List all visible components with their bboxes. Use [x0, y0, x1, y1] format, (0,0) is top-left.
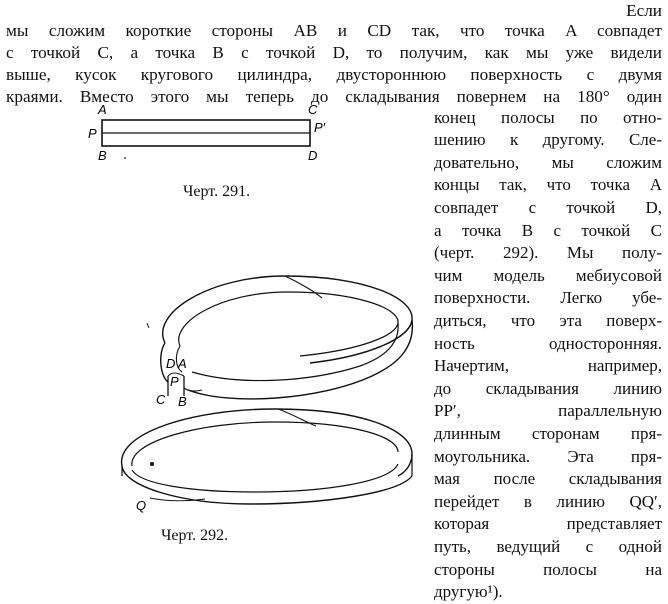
column-line: длинным сторонам пря-: [434, 424, 662, 443]
label-a: A: [98, 102, 107, 117]
column-line: стороны полосы на: [434, 559, 662, 579]
column-line: поверхности. Легко убе-: [434, 288, 662, 308]
column-line: PP′, параллельную: [434, 401, 662, 421]
label-d-292: D: [166, 356, 176, 371]
column-line: шению к другому. Сле-: [434, 130, 662, 150]
band2-inner-bottom: [132, 464, 398, 492]
column-line: чим модель мебиусовой: [434, 265, 662, 285]
band-lower-rim: [188, 320, 412, 399]
caption-291: Черт. 291.: [183, 183, 251, 200]
text-line-3: с точкой C, а точка B с точкой D, то получим, как мы уже видели: [6, 43, 662, 62]
column-line: другую¹).: [434, 582, 503, 602]
text-line-2: мы сложим короткие стороны AB и CD так, что точка A совпадет: [6, 21, 662, 40]
figure-291: [80, 98, 340, 168]
column-line: которая представляет: [434, 514, 662, 534]
label-a-292: A: [178, 356, 187, 371]
caption-292: Черт. 292.: [161, 527, 229, 544]
band2-twist: [278, 409, 316, 426]
column-line: а точка B с точкой C: [434, 220, 662, 240]
band-upper-rim: [163, 276, 412, 363]
column-line: довательно, мы сложим: [434, 152, 662, 172]
text-line-5: краями. Вместо этого мы теперь до складывания повернем на 180° один: [6, 87, 662, 106]
band-twist: [285, 276, 322, 298]
column-line: путь, ведущий с одной: [434, 537, 662, 556]
column-line: перейдет в линию QQ′,: [434, 491, 662, 511]
text-line-4: выше, кусок кругового цилиндра, двустороннюю поверхность с двумя: [6, 65, 662, 84]
mark-dot: [150, 462, 154, 466]
text-line-1: Если: [626, 1, 662, 20]
column-line: Начертим, например,: [434, 356, 662, 376]
column-line: мая после складывания: [434, 469, 662, 489]
band2-inner-top: [132, 422, 398, 466]
column-line: моугольника. Эта пря-: [434, 446, 662, 466]
label-p-292: P: [170, 374, 179, 389]
column-line: диться, что эта поверх-: [434, 311, 662, 330]
label-d: D: [308, 148, 318, 163]
column-line: конец полосы по отно-: [434, 107, 662, 127]
column-line: концы так, что точка A: [434, 175, 662, 195]
column-line: (черт. 292). Мы полу-: [434, 243, 662, 263]
label-p-prime: P′: [314, 120, 326, 135]
column-line: совпадет с точкой D,: [434, 198, 662, 217]
band-inner-rim: [179, 292, 398, 356]
label-q-292: Q: [136, 498, 147, 513]
band2-outer-top: [122, 409, 412, 476]
band-right-end: [184, 388, 202, 391]
line-qq: [150, 498, 205, 501]
figure-292-top: [110, 268, 420, 408]
label-c-292: C: [156, 392, 166, 407]
figure-292-bottom: [110, 404, 420, 514]
inner-mark: [147, 323, 149, 328]
label-b-292: B: [178, 394, 187, 409]
label-p: P: [88, 126, 97, 141]
column-line: до складывания линию: [434, 378, 662, 398]
label-c: C: [308, 102, 318, 117]
label-b: B: [98, 148, 107, 163]
column-line: ность односторонняя.: [434, 333, 662, 353]
stray-dot: [124, 157, 126, 159]
